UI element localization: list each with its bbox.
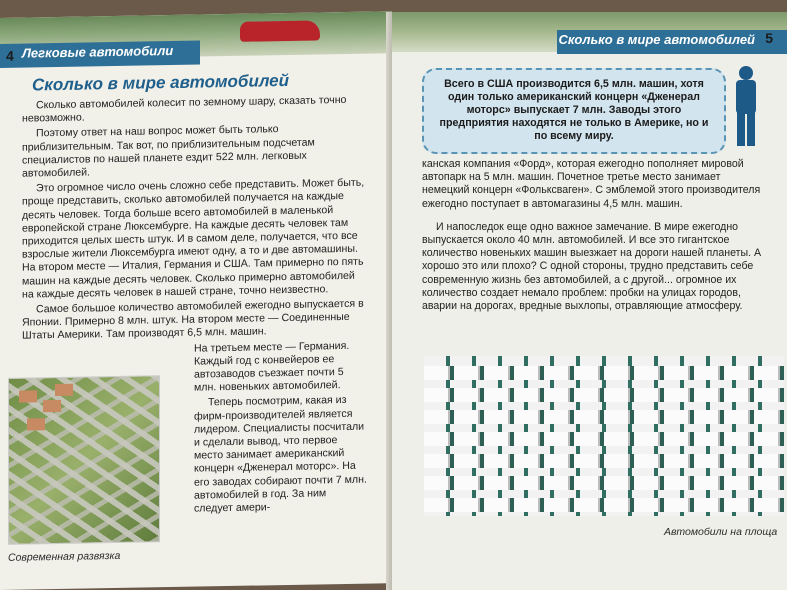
paragraph: Сколько автомобилей колесит по земному шару, сказать точно невозможно. <box>22 93 347 125</box>
red-car-illustration <box>240 20 320 41</box>
interchange-image <box>8 375 160 545</box>
building-shape <box>55 384 73 396</box>
person-silhouette-icon <box>731 66 761 146</box>
paragraph: И напоследок еще одно важное замечание. В мире ежегодно выпускается около 40 млн. автомобилей. И все это гигантское количество новеньких машин выезжает на дороги нашей планеты. А хорошо это или плохо? С одной стороны, трудно представить себе современную жизнь без автомобилей, а с другой... огромное их количество создает немало проблем: пробки на улицах городов, аварии на дорогах, вредные выхлопы, отравляющие атмосферу. <box>422 220 762 313</box>
paragraph: Самое большое количество автомобилей ежегодно выпускается в Японии. Примерно 8 млн. штук. На втором месте — Соединенные Штаты Америки. Там производят 6,5 млн. машин. <box>22 297 364 343</box>
info-callout <box>422 68 726 154</box>
paragraph: Это огромное число очень сложно себе представить. Может быть, проще представить, сколько автомобилей получается на каждые десять человек. Тогда больше всего автомобилей в маленькой европейской стране Люксембурге. На каждые десять человек там приходится целых шесть штук. И в самом деле, получается, что все взрослые жители Люксембурга имеют одну, а то и две автомашины. На втором месте — Италия, Германия и США. Там примерно по пять машин на каждые десять человек. Сколько примерно автомобилей на каждые десять человек в нашей стране, точно неизвестно. <box>22 176 365 301</box>
paragraph: На третьем месте — Германия. Каждый год с конвейеров ее автозаводов съезжает почти 5 млн. новеньких автомобилей. <box>194 339 350 394</box>
right-body-text <box>422 158 762 323</box>
left-page <box>0 11 392 590</box>
paragraph: Поэтому ответ на наш вопрос может быть только приблизительным. Так вот, по приблизительным подсчетам специалистов по нашей планете ездит 522 млн. легковых автомобилей. <box>22 123 315 180</box>
section-title-right: Сколько в мире автомобилей <box>558 32 755 47</box>
page-number-left: 4 <box>6 47 14 64</box>
section-title-left: Легковые автомобили <box>22 42 174 61</box>
paragraph: Теперь посмотрим, какая из фирм-производителей является лидером. Специалисты посчитали и сделали вывод, что первое место занимает американский концерн «Дженерал моторс». На его заводах собирают почти 7 млн. автомобилей в год. За ним следует амери- <box>194 394 367 515</box>
page-number-right: 5 <box>765 30 773 46</box>
building-shape <box>19 390 37 402</box>
building-shape <box>27 418 45 430</box>
right-page <box>392 12 787 590</box>
text-beside-image <box>194 339 367 516</box>
page-title: Сколько в мире автомобилей <box>32 70 290 95</box>
callout-text: Всего в США производится 6,5 млн. машин, хотя один только американский концерн «Дженерал моторс» выпускает 7 млн. Заводы этого предприятия находятся не только в Америке, но и по всему миру. <box>439 78 709 142</box>
paragraph: канская компания «Форд», которая ежегодно пополняет мировой автопарк на 5 млн. машин. Почетное третье место занимает немецкий концерн «Фольксваген». С эмблемой этого производителя ежегодно поступает в автомагазины 4,5 млн. машин. <box>422 158 761 210</box>
image-caption-left: Современная развязка <box>8 549 121 564</box>
building-shape <box>43 400 61 412</box>
image-caption-right: Автомобили на площа <box>664 526 778 538</box>
parking-lot-image <box>424 356 784 516</box>
